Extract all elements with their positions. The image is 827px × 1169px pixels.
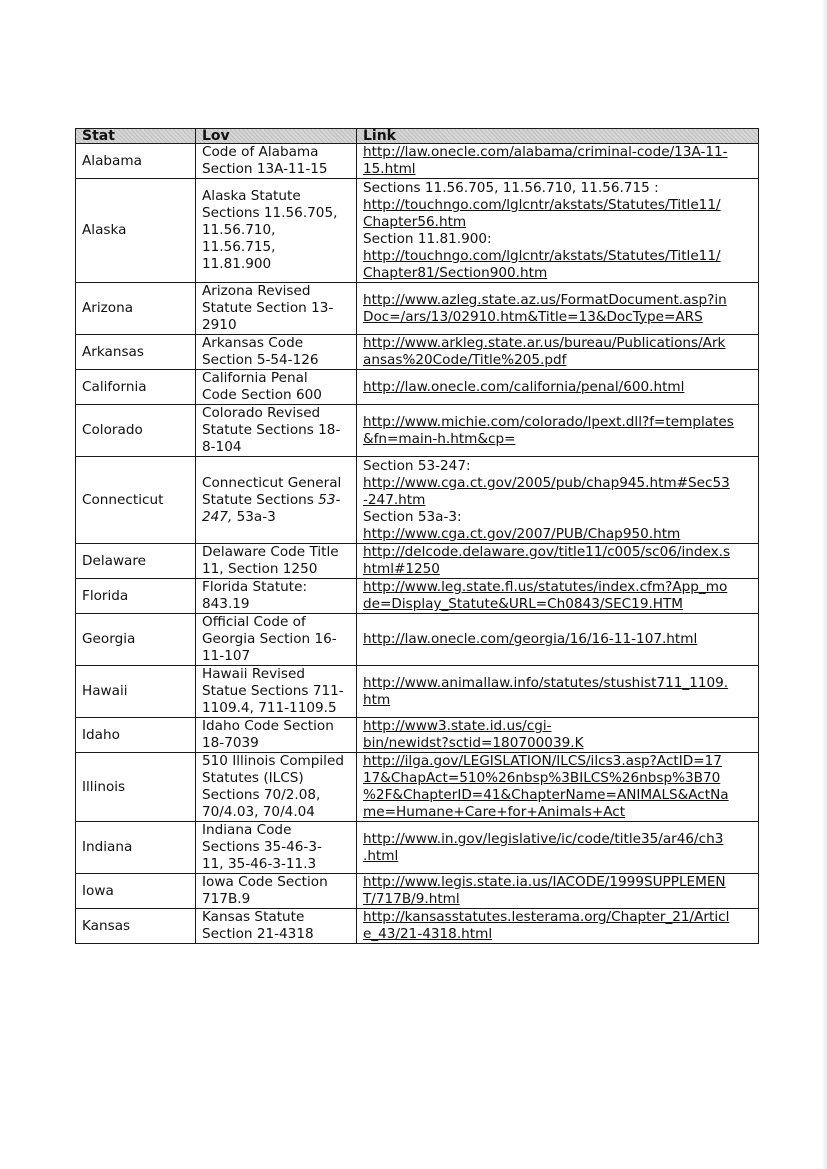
statute-link[interactable]: http://law.onecle.com/alabama/criminal-code/13A-11- 15.html	[363, 144, 728, 177]
table-row	[76, 822, 759, 874]
section-label: Section 53-247:	[363, 457, 471, 474]
table-row	[76, 179, 759, 283]
link-cell	[357, 370, 759, 405]
law-cell	[196, 579, 357, 614]
state-cell: Arizona	[76, 283, 196, 335]
statute-link[interactable]: http://www.michie.com/colorado/lpext.dll?f=templates &fn=main-h.htm&cp=	[363, 413, 734, 447]
statute-link[interactable]: http://law.onecle.com/california/penal/600.html	[363, 378, 685, 395]
law-text: Delaware Code Title 11, Section 1250	[202, 544, 339, 577]
law-text-italic: 53- 247,	[202, 491, 341, 525]
state-cell: Idaho	[76, 718, 196, 753]
link-cell	[357, 718, 759, 753]
law-cell	[196, 874, 357, 909]
law-cell	[196, 753, 357, 822]
table-row	[76, 579, 759, 614]
link-cell	[357, 179, 759, 283]
link-cell	[357, 579, 759, 614]
table-row	[76, 718, 759, 753]
link-cell	[357, 405, 759, 457]
state-cell: Kansas	[76, 909, 196, 944]
law-cell	[196, 666, 357, 718]
statute-link[interactable]: http://touchngo.com/lglcntr/akstats/Statutes/Title11/ Chapter81/Section900.htm	[363, 247, 721, 281]
statute-link[interactable]: http://www.arkleg.state.ar.us/bureau/Publications/Ark ansas%20Code/Title%205.pdf	[363, 335, 726, 368]
law-cell	[196, 614, 357, 666]
link-cell	[357, 283, 759, 335]
statute-link[interactable]: http://www.in.gov/legislative/ic/code/title35/ar46/ch3 .html	[363, 830, 724, 864]
state-cell: Indiana	[76, 822, 196, 874]
table-row	[76, 144, 759, 179]
link-cell	[357, 544, 759, 579]
section-label: Section 53a-3:	[363, 508, 462, 525]
table-row	[76, 405, 759, 457]
state-cell: Florida	[76, 579, 196, 614]
table-row	[76, 457, 759, 544]
table-row	[76, 909, 759, 944]
law-text: 510 Illinois Compiled Statutes (ILCS) Sections 70/2.08, 70/4.03, 70/4.04	[202, 753, 344, 820]
statute-link[interactable]: http://www3.state.id.us/cgi- bin/newidst?sctid=180700039.K	[363, 718, 584, 751]
state-law-table	[75, 128, 759, 944]
link-cell	[357, 822, 759, 874]
link-cell	[357, 753, 759, 822]
header-link: Link	[357, 129, 759, 144]
table-row	[76, 283, 759, 335]
law-text: Colorado Revised Statute Sections 18- 8-104	[202, 405, 341, 455]
law-text: Indiana Code Sections 35-46-3- 11, 35-46-3-11.3	[202, 822, 322, 872]
law-text: Arkansas Code Section 5-54-126	[202, 335, 319, 368]
law-cell	[196, 718, 357, 753]
law-text: Iowa Code Section 717B.9	[202, 874, 328, 907]
state-cell: Arkansas	[76, 335, 196, 370]
link-cell	[357, 909, 759, 944]
law-cell	[196, 544, 357, 579]
law-cell	[196, 144, 357, 179]
statute-link[interactable]: http://www.azleg.state.az.us/FormatDocument.asp?in Doc=/ars/13/02910.htm&Title=13&DocType=ARS	[363, 291, 727, 325]
table-row	[76, 370, 759, 405]
link-cell	[357, 666, 759, 718]
statute-link[interactable]: http://www.leg.state.fl.us/statutes/index.cfm?App_mo de=Display_Statute&URL=Ch0843/SEC19.HTM	[363, 579, 728, 612]
law-cell	[196, 179, 357, 283]
law-text: Official Code of Georgia Section 16- 11-107	[202, 614, 337, 664]
link-cell	[357, 144, 759, 179]
statute-link[interactable]: http://kansasstatutes.lesterama.org/Chapter_21/Articl e_43/21-4318.html	[363, 909, 730, 942]
state-cell: California	[76, 370, 196, 405]
state-cell: Connecticut	[76, 457, 196, 544]
law-cell	[196, 283, 357, 335]
state-cell: Alabama	[76, 144, 196, 179]
table-row	[76, 335, 759, 370]
statute-link[interactable]: http://ilga.gov/LEGISLATION/ILCS/ilcs3.asp?ActID=17 17&ChapAct=510%26nbsp%3BILCS%26nbsp%3B70 %2F&ChapterID=41&ChapterName=ANIMALS&ActNa me=Humane+Care+for+Animals+Act	[363, 753, 729, 820]
table-header-row	[76, 129, 759, 144]
header-state: Stat	[76, 129, 196, 144]
table-body	[76, 144, 759, 944]
law-text: Alaska Statute Sections 11.56.705, 11.56.710, 11.56.715, 11.81.900	[202, 188, 338, 272]
state-cell: Delaware	[76, 544, 196, 579]
law-text: Florida Statute: 843.19	[202, 579, 308, 612]
table-row	[76, 544, 759, 579]
state-cell: Hawaii	[76, 666, 196, 718]
law-text: Arizona Revised Statute Section 13- 2910	[202, 283, 334, 333]
law-cell	[196, 370, 357, 405]
link-cell	[357, 457, 759, 544]
statute-link[interactable]: http://www.animallaw.info/statutes/stushist711_1109. htm	[363, 674, 729, 708]
statute-link[interactable]: http://touchngo.com/lglcntr/akstats/Statutes/Title11/ Chapter56.htm	[363, 196, 721, 230]
table-row	[76, 874, 759, 909]
link-cell	[357, 614, 759, 666]
law-text: Kansas Statute Section 21-4318	[202, 909, 314, 942]
state-cell: Alaska	[76, 179, 196, 283]
link-cell	[357, 874, 759, 909]
section-label: Section 11.81.900:	[363, 230, 492, 247]
law-text: Code of Alabama Section 13A-11-15	[202, 144, 328, 177]
state-cell: Colorado	[76, 405, 196, 457]
state-cell: Georgia	[76, 614, 196, 666]
law-text: Idaho Code Section 18-7039	[202, 718, 334, 751]
statute-link[interactable]: http://www.legis.state.ia.us/IACODE/1999SUPPLEMEN T/717B/9.html	[363, 874, 726, 907]
law-cell	[196, 335, 357, 370]
law-text: Connecticut General Statute Sections	[202, 474, 342, 508]
law-cell	[196, 405, 357, 457]
law-text: Hawaii Revised Statue Sections 711- 1109.4, 711-1109.5	[202, 666, 344, 716]
state-cell: Illinois	[76, 753, 196, 822]
state-cell: Iowa	[76, 874, 196, 909]
table-row	[76, 614, 759, 666]
header-law: Lov	[196, 129, 357, 144]
law-cell	[196, 457, 357, 544]
law-cell	[196, 822, 357, 874]
table-row	[76, 666, 759, 718]
statute-link[interactable]: http://delcode.delaware.gov/title11/c005/sc06/index.s html#1250	[363, 544, 731, 577]
page-edge-shadow	[821, 0, 827, 1169]
table-row	[76, 753, 759, 822]
section-label: Sections 11.56.705, 11.56.710, 11.56.715 :	[363, 179, 659, 196]
statute-link[interactable]: http://www.cga.ct.gov/2005/pub/chap945.htm#Sec53 -247.htm	[363, 474, 730, 508]
link-cell	[357, 335, 759, 370]
statute-link[interactable]: http://www.cga.ct.gov/2007/PUB/Chap950.htm	[363, 525, 681, 542]
law-text-tail: 53a-3	[232, 508, 276, 525]
law-cell	[196, 909, 357, 944]
statute-link[interactable]: http://law.onecle.com/georgia/16/16-11-107.html	[363, 631, 698, 647]
law-text: California Penal Code Section 600	[202, 370, 322, 403]
